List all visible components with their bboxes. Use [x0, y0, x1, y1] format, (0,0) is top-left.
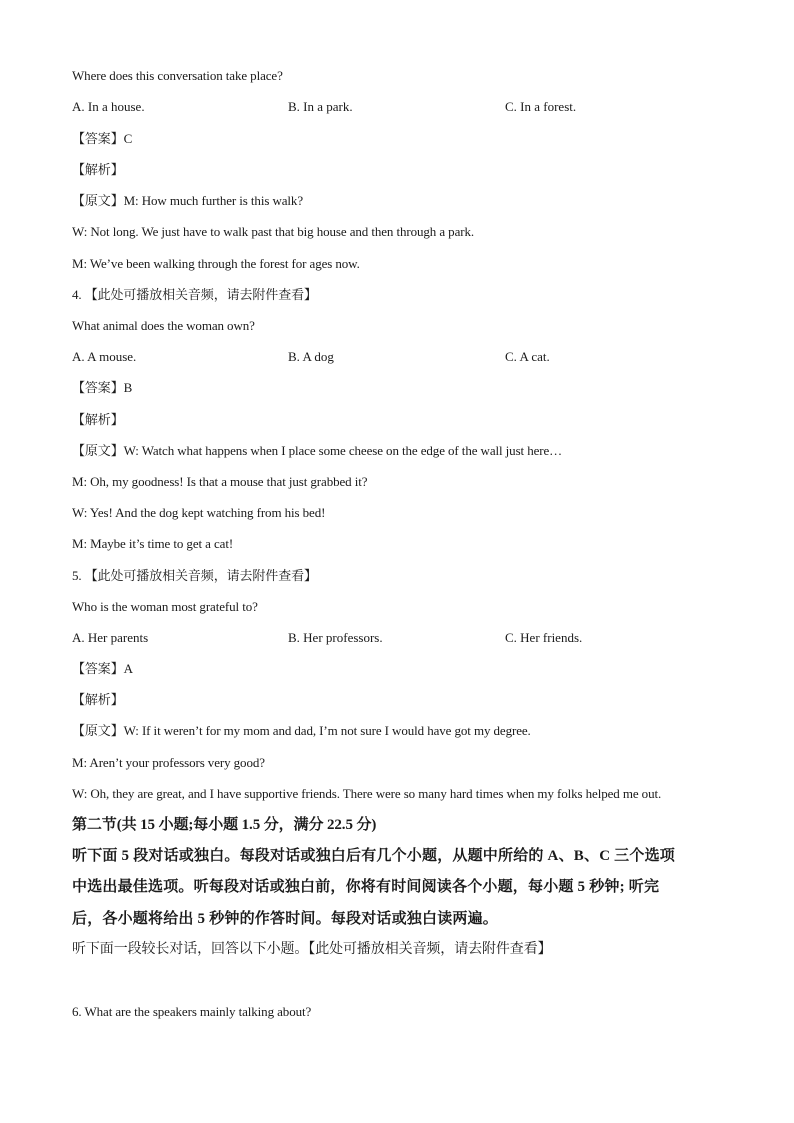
- q5-transcript-line: M: Aren’t your professors very good?: [72, 755, 265, 770]
- q5-option-c: C. Her friends.: [505, 630, 583, 645]
- section-instructions-line: 中选出最佳选项。听每段对话或独白前，你将有时间阅读各个小题，每小题 5 秒钟; 听完: [72, 879, 660, 895]
- q5-question: Who is the woman most grateful to?: [72, 599, 258, 614]
- q5-option-b: B. Her professors.: [288, 630, 383, 645]
- q4-question: What animal does the woman own?: [72, 318, 255, 333]
- q4-transcript-line: M: Oh, my goodness! Is that a mouse that just grabbed it?: [72, 474, 368, 489]
- q3-answer: 【答案】C: [72, 131, 133, 146]
- q3-transcript-line: 【原文】M: How much further is this walk?: [72, 193, 303, 208]
- q5-analysis-label: 【解析】: [72, 692, 124, 707]
- q5-option-a: A. Her parents: [72, 630, 149, 645]
- q3-question: Where does this conversation take place?: [72, 68, 283, 83]
- q3-analysis-label: 【解析】: [72, 162, 124, 177]
- section-title: 第二节(共 15 小题;每小题 1.5 分，满分 22.5 分): [72, 817, 377, 833]
- q4-transcript-line: 【原文】W: Watch what happens when I place some cheese on the edge of the wall just here…: [72, 443, 563, 458]
- q4-transcript-line: W: Yes! And the dog kept watching from his bed!: [72, 505, 326, 520]
- q4-analysis-label: 【解析】: [72, 412, 124, 427]
- q5-transcript-line: W: Oh, they are great, and I have supportive friends. There were so many hard times when my folks helped me out.: [72, 786, 662, 801]
- q3-option-b: B. In a park.: [288, 99, 353, 114]
- q4-heading: 4. 【此处可播放相关音频，请去附件查看】: [72, 287, 317, 302]
- section-instructions-line: 听下面 5 段对话或独白。每段对话或独白后有几个小题，从题中所给的 A、B、C 三个选项: [72, 848, 675, 864]
- q4-answer: 【答案】B: [72, 380, 133, 395]
- q6-question: 6. What are the speakers mainly talking about?: [72, 1004, 312, 1019]
- q4-option-c: C. A cat.: [505, 349, 550, 364]
- section-instructions-line: 后，各小题将给出 5 秒钟的作答时间。每段对话或独白读两遍。: [72, 911, 499, 927]
- q3-option-a: A. In a house.: [72, 99, 145, 114]
- q4-option-a: A. A mouse.: [72, 349, 137, 364]
- section-intro: 听下面一段较长对话，回答以下小题。【此处可播放相关音频，请去附件查看】: [72, 942, 552, 957]
- q3-transcript-line: M: We’ve been walking through the forest for ages now.: [72, 256, 360, 271]
- q3-transcript-line: W: Not long. We just have to walk past that big house and then through a park.: [72, 224, 475, 239]
- q5-heading: 5. 【此处可播放相关音频，请去附件查看】: [72, 568, 317, 583]
- q5-transcript-line: 【原文】W: If it weren’t for my mom and dad, I’m not sure I would have got my degree.: [72, 723, 531, 738]
- q4-option-b: B. A dog: [288, 349, 334, 364]
- q3-option-c: C. In a forest.: [505, 99, 577, 114]
- q4-transcript-line: M: Maybe it’s time to get a cat!: [72, 536, 234, 551]
- q5-answer: 【答案】A: [72, 661, 133, 676]
